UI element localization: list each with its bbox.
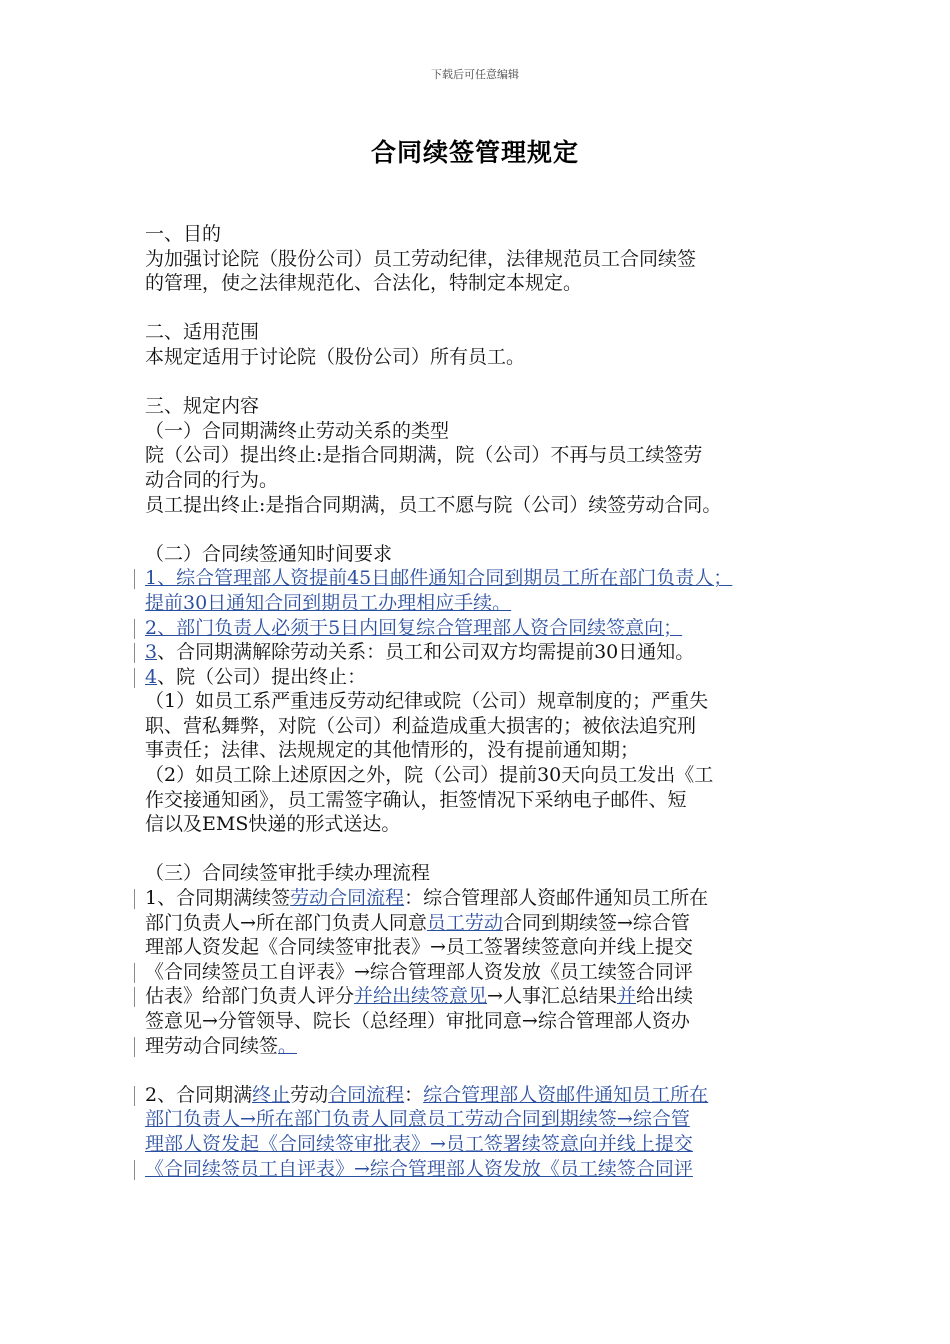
text-run: ： xyxy=(404,1083,424,1106)
paragraph-line xyxy=(145,886,813,911)
tracked-change-text[interactable]: 员工劳动 xyxy=(426,911,503,934)
tracked-change-text[interactable]: 提前30日通知合同到期员工办理相应手续。 xyxy=(145,591,512,614)
spacer xyxy=(145,1058,813,1083)
document-body xyxy=(145,222,813,1181)
section-heading-content: 三、规定内容 xyxy=(145,395,260,418)
paragraph-line: 签意见→分管领导、院长（总经理）审批同意→综合管理部人资办 xyxy=(145,1010,690,1032)
paragraph-line: 理部人资发起《合同续签审批表》→员工签署续签意向并线上提交 xyxy=(145,936,693,959)
tracked-change-text[interactable]: 《合同续签员工自评表》→综合管理部人资发放《员工续签合同评 xyxy=(145,1157,693,1180)
paragraph-line: 事责任；法律、法规规定的其他情形的，没有提前通知期； xyxy=(145,739,640,762)
text-run: 部门负责人→所在部门负责人同意 xyxy=(145,911,427,934)
tracked-change-text[interactable]: 理部人资发起《合同续签审批表》→员工签署续签意向并线上提交 xyxy=(145,1132,693,1155)
spacer xyxy=(145,370,813,395)
paragraph-line xyxy=(145,1157,813,1182)
text-run: 1、合同期满续签 xyxy=(145,887,291,910)
tracked-change-text[interactable]: 部门负责人→所在部门负责人同意员工劳动合同到期续签→综合管 xyxy=(145,1108,690,1131)
paragraph-line xyxy=(145,984,813,1009)
paragraph-line: 本规定适用于讨论院（股份公司）所有员工。 xyxy=(145,345,526,368)
subsection-heading-approval-process: （三）合同续签审批手续办理流程 xyxy=(145,862,431,885)
tracked-change-text[interactable]: 并 xyxy=(616,985,636,1008)
subsection-heading-termination-types: （一）合同期满终止劳动关系的类型 xyxy=(145,419,450,442)
tracked-change-number[interactable]: 3 xyxy=(145,641,158,664)
paragraph-line xyxy=(145,1083,813,1108)
paragraph-line: 动合同的行为。 xyxy=(145,468,279,491)
paragraph-line: 信以及EMS快递的形式送达。 xyxy=(145,813,401,836)
tracked-change-text[interactable]: 劳动合同流程 xyxy=(290,887,405,910)
tracked-change-number[interactable]: 4 xyxy=(145,665,158,688)
paragraph-line: 员工提出终止:是指合同期满，员工不愿与院（公司）续签劳动合同。 xyxy=(145,493,722,516)
spacer xyxy=(145,837,813,862)
text-run: ：综合管理部人资邮件通知员工所在 xyxy=(404,887,709,910)
paragraph-line: （2）如员工除上述原因之外，院（公司）提前30天向员工发出《工 xyxy=(145,764,714,787)
list-item-text: 、院（公司）提出终止： xyxy=(157,665,367,688)
section-heading-purpose: 一、目的 xyxy=(145,223,222,245)
paragraph-line: 作交接通知函》，员工需签字确认，拒签情况下采纳电子邮件、短 xyxy=(145,788,687,811)
tracked-change-text[interactable]: 并给出续签意见 xyxy=(354,985,488,1008)
tracked-change-text[interactable]: 合同流程 xyxy=(328,1083,405,1106)
tracked-change-text[interactable]: 终止 xyxy=(252,1083,291,1106)
text-run: 估表》给部门负责人评分 xyxy=(145,985,355,1008)
paragraph-line xyxy=(145,1034,813,1059)
text-run: 理劳动合同续签 xyxy=(145,1034,279,1057)
paragraph-line: 为加强讨论院（股份公司）员工劳动纪律，法律规范员工合同续签 xyxy=(145,247,697,270)
text-run: 2、合同期满 xyxy=(145,1083,253,1106)
text-run: 合同到期续签→综合管 xyxy=(502,911,690,934)
list-item-text: 、合同期满解除劳动关系：员工和公司双方均需提前30日通知。 xyxy=(157,641,695,664)
page-header: 下载后可任意编辑 xyxy=(431,68,519,81)
list-item xyxy=(145,640,813,665)
text-run: →人事汇总结果 xyxy=(487,985,617,1008)
spacer xyxy=(145,517,813,542)
paragraph-line: 《合同续签员工自评表》→综合管理部人资发放《员工续签合同评 xyxy=(145,960,813,985)
document-title: 合同续签管理规定 xyxy=(370,138,579,167)
paragraph-line xyxy=(145,1107,813,1132)
paragraph-line: （1）如员工系严重违反劳动纪律或院（公司）规章制度的；严重失 xyxy=(145,690,709,713)
tracked-change-text[interactable]: 1、综合管理部人资提前45日邮件通知合同到期员工所在部门负责人； xyxy=(145,567,733,590)
text-run: 给出续 xyxy=(635,985,693,1008)
list-item xyxy=(145,566,813,591)
text-run: 劳动 xyxy=(290,1083,329,1106)
subsection-heading-notice-time: （二）合同续签通知时间要求 xyxy=(145,542,393,565)
paragraph-line: 职、营私舞弊，对院（公司）利益造成重大损害的；被依法追究刑 xyxy=(145,714,697,737)
paragraph-line: 的管理，使之法律规范化、合法化，特制定本规定。 xyxy=(145,272,583,295)
list-item xyxy=(145,616,813,641)
section-heading-scope: 二、适用范围 xyxy=(145,321,260,344)
paragraph-line: 院（公司）提出终止:是指合同期满，院（公司）不再与员工续签劳 xyxy=(145,444,703,467)
paragraph-line xyxy=(145,911,813,936)
list-item xyxy=(145,665,813,690)
tracked-change-text[interactable]: 综合管理部人资邮件通知员工所在 xyxy=(423,1083,709,1106)
paragraph-line xyxy=(145,1132,813,1157)
tracked-change-text[interactable]: 2、部门负责人必须于5日内回复综合管理部人资合同续签意向； xyxy=(145,616,683,639)
list-item xyxy=(145,591,813,616)
tracked-change-text[interactable]: 。 xyxy=(278,1034,298,1057)
spacer xyxy=(145,296,813,321)
